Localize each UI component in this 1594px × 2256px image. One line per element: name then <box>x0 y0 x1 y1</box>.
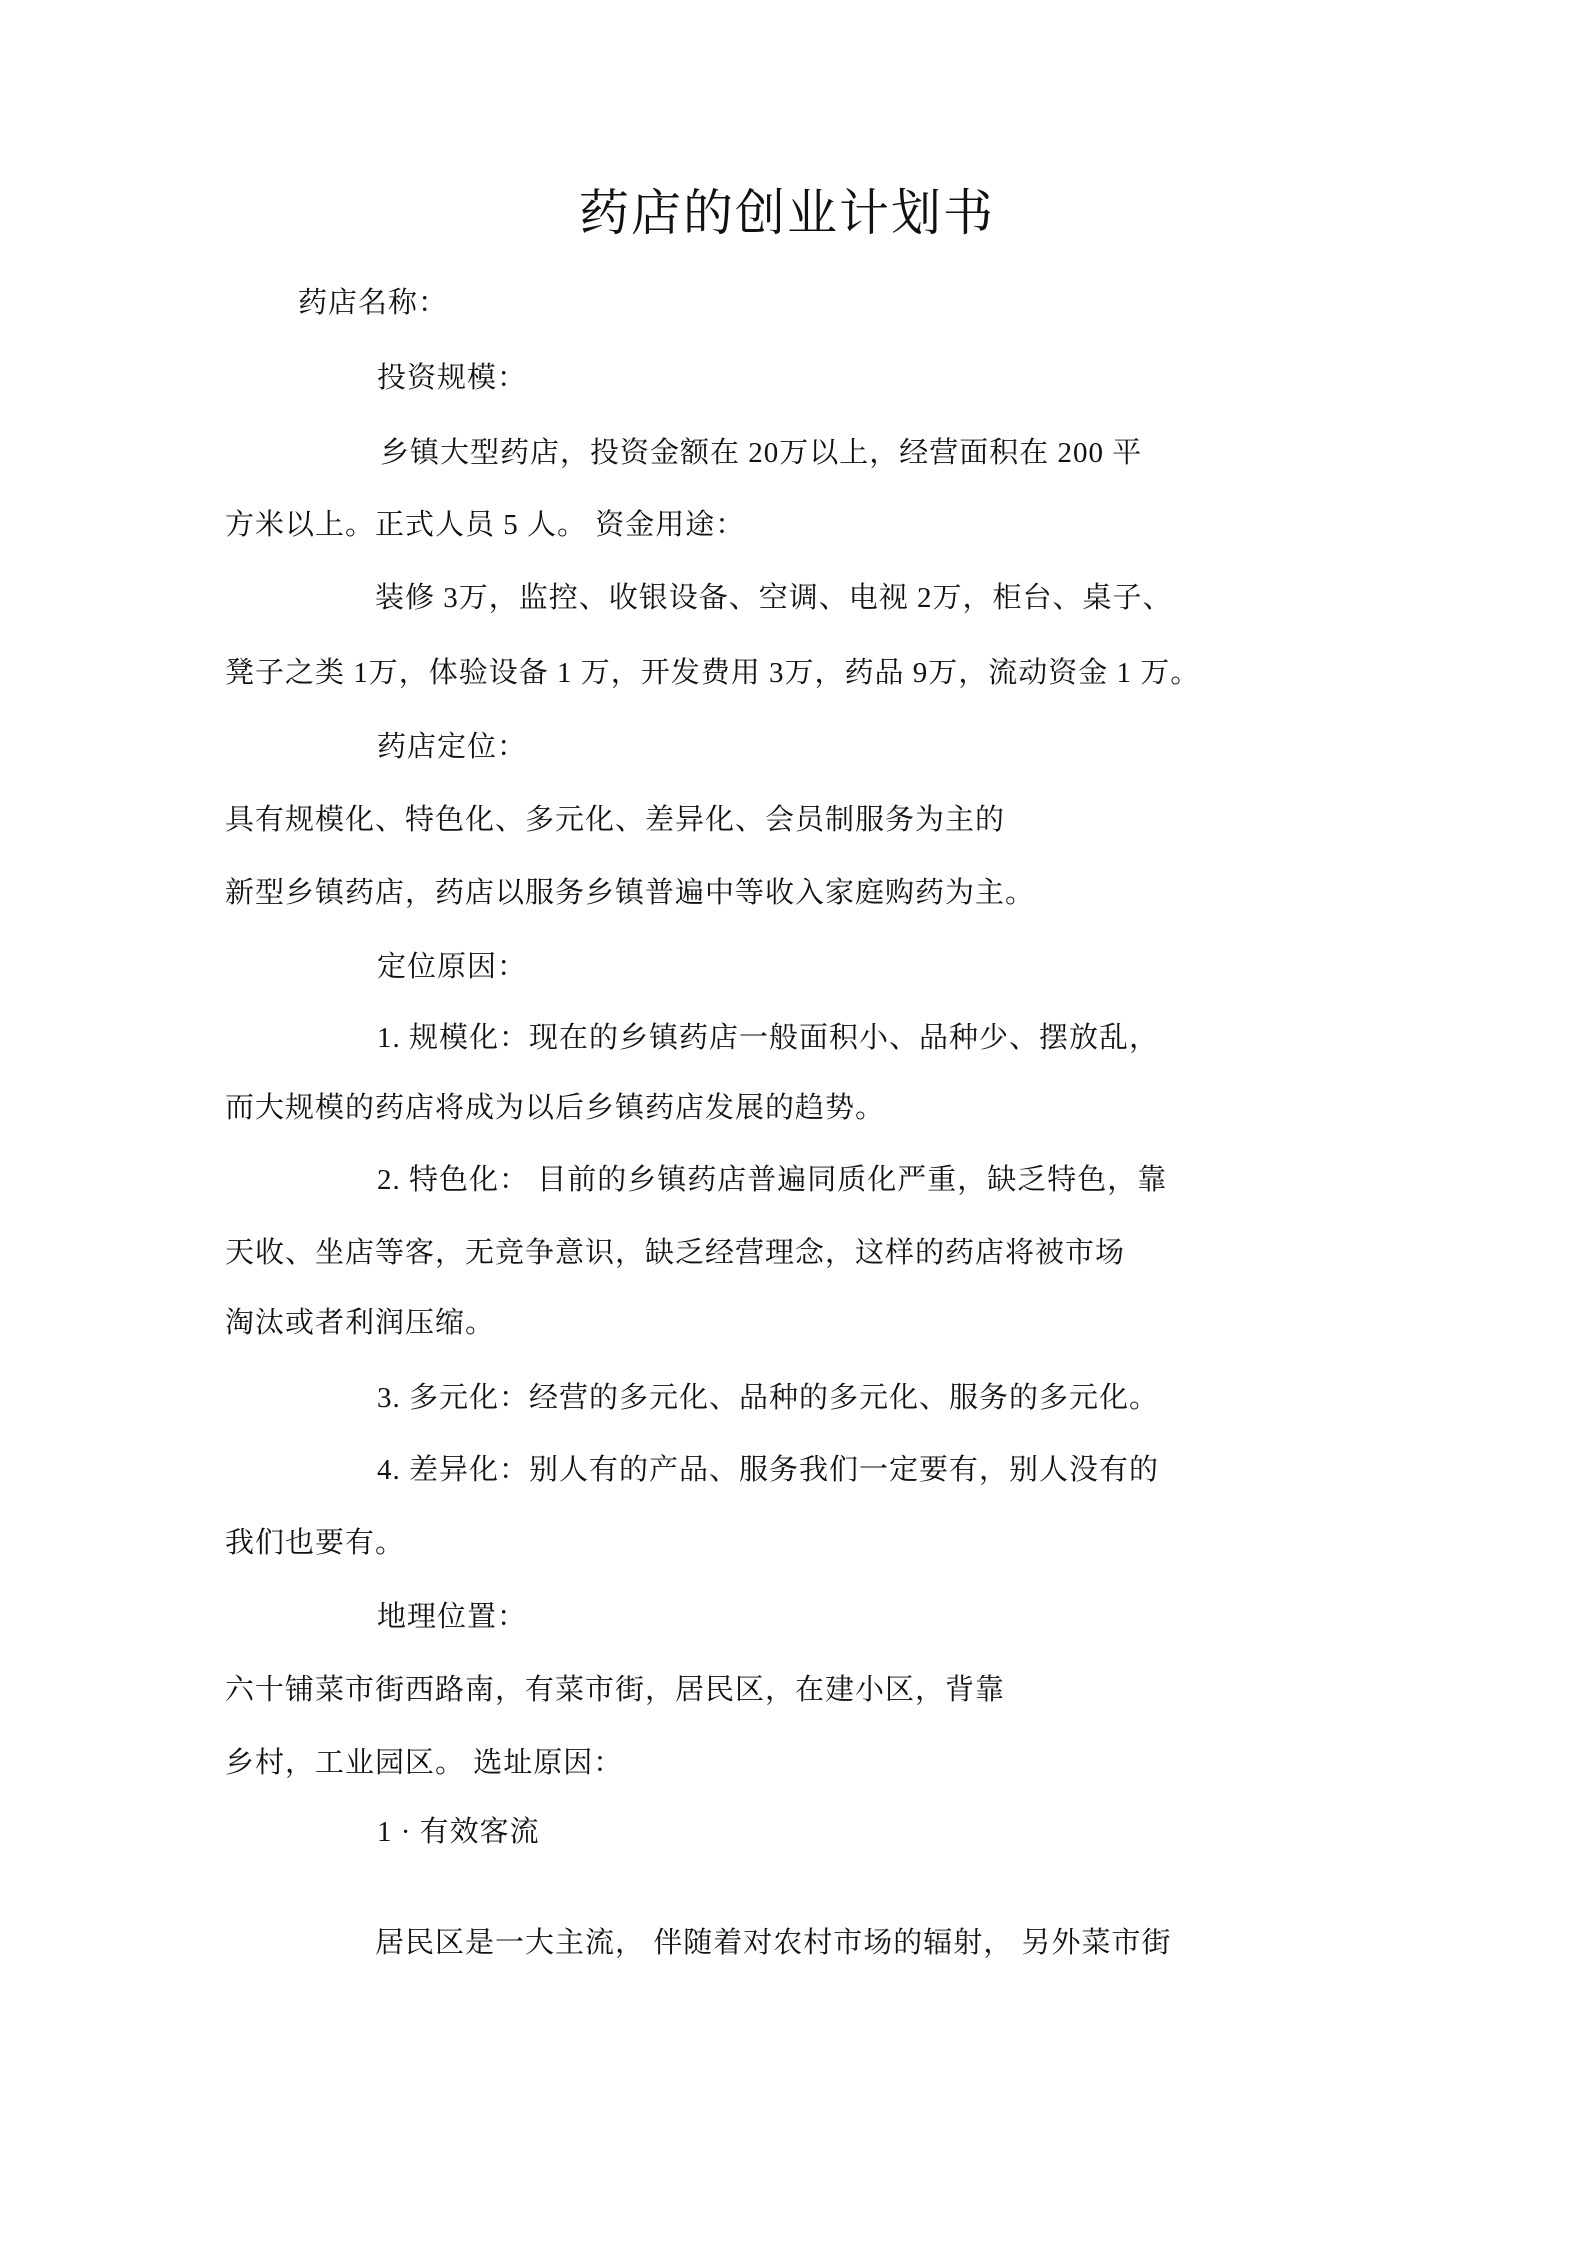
paragraph-line: 方米以上。正式人员 5 人。 资金用途： <box>225 509 746 541</box>
paragraph-line: 乡镇大型药店，投资金额在 20万以上，经营面积在 200 平 <box>380 437 1143 469</box>
paragraph-line: 装修 3万，监控、收银设备、空调、电视 2万，柜台、桌子、 <box>375 582 1173 614</box>
paragraph-line: 具有规模化、特色化、多元化、差异化、会员制服务为主的 <box>225 804 1006 836</box>
paragraph-line: 淘汰或者利润压缩。 <box>225 1307 496 1339</box>
list-item: 1 · 有效客流 <box>377 1816 540 1848</box>
list-item: 3. 多元化：经营的多元化、品种的多元化、服务的多元化。 <box>377 1382 1160 1414</box>
paragraph-line: 我们也要有。 <box>225 1527 406 1559</box>
document-title: 药店的创业计划书 <box>579 184 995 242</box>
heading-positioning-reasons: 定位原因： <box>377 951 528 983</box>
list-item: 4. 差异化：别人有的产品、服务我们一定要有，别人没有的 <box>377 1454 1160 1486</box>
heading-investment-scale: 投资规模： <box>377 362 528 394</box>
paragraph-line: 凳子之类 1万，体验设备 1 万，开发费用 3万，药品 9万，流动资金 1 万。 <box>225 657 1201 689</box>
paragraph-line: 天收、坐店等客，无竞争意识，缺乏经营理念，这样的药店将被市场 <box>225 1237 1126 1269</box>
paragraph-line: 而大规模的药店将成为以后乡镇药店发展的趋势。 <box>225 1092 886 1124</box>
list-item: 2. 特色化： 目前的乡镇药店普遍同质化严重，缺乏特色，靠 <box>377 1164 1168 1196</box>
heading-positioning: 药店定位： <box>377 731 528 763</box>
paragraph-line: 居民区是一大主流， 伴随着对农村市场的辐射， 另外菜市街 <box>375 1927 1172 1959</box>
paragraph-line: 六十铺菜市街西路南，有菜市街，居民区，在建小区，背靠 <box>225 1674 1006 1706</box>
paragraph-line: 新型乡镇药店，药店以服务乡镇普遍中等收入家庭购药为主。 <box>225 877 1036 909</box>
paragraph-line: 乡村，工业园区。 选址原因： <box>225 1747 624 1779</box>
heading-location: 地理位置： <box>377 1601 528 1633</box>
label-pharmacy-name: 药店名称： <box>298 287 449 319</box>
list-item: 1. 规模化：现在的乡镇药店一般面积小、品种少、摆放乱， <box>377 1022 1160 1054</box>
